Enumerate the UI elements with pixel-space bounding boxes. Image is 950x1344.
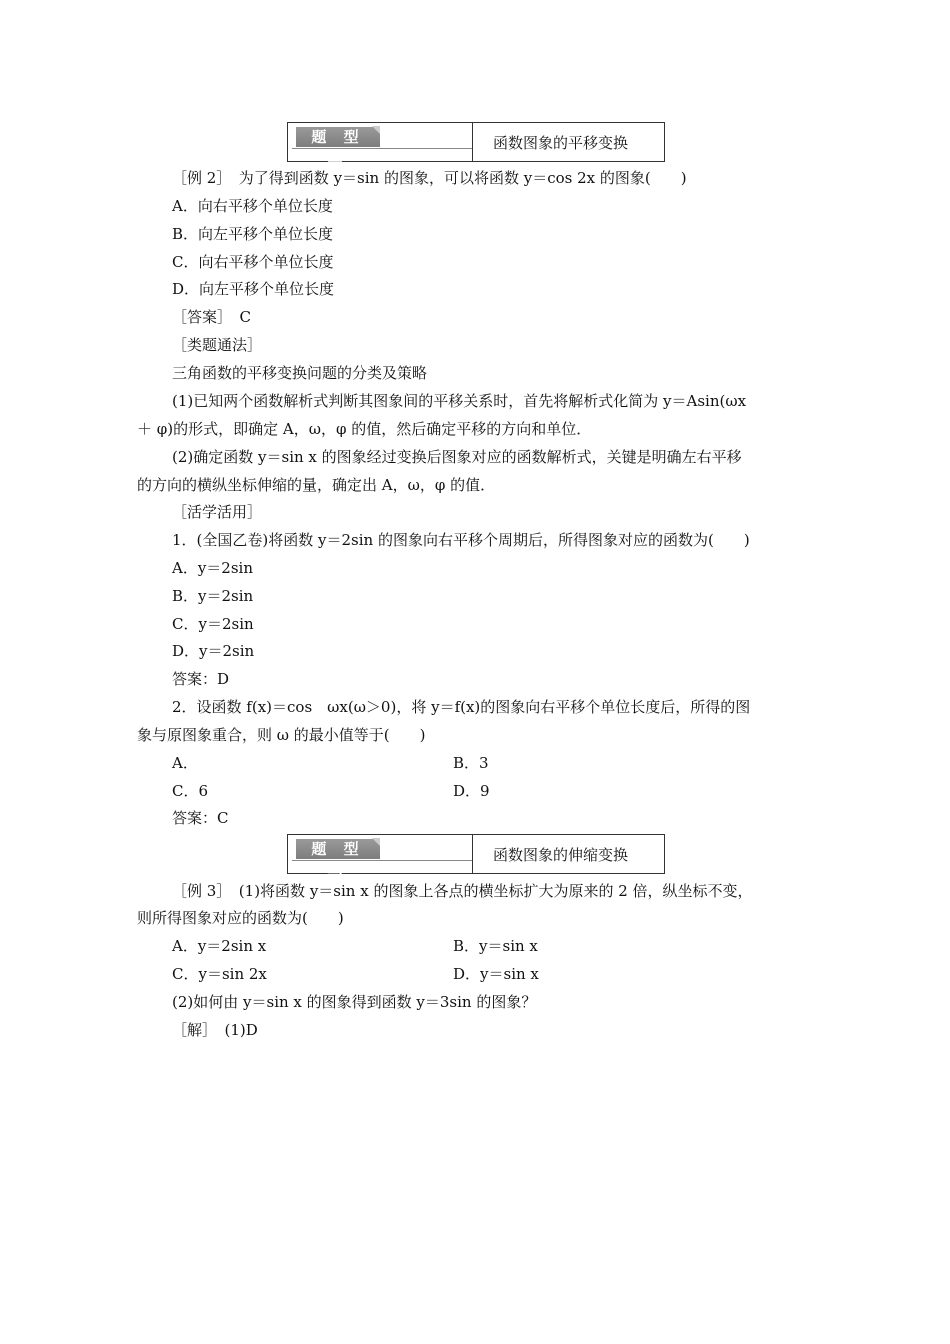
practice-question-2-line-1: 2．设函数 f(x)＝cos ωx(ω＞0)，将 y＝f(x)的图象向右平移个单位长度后，所得的图 bbox=[172, 698, 751, 716]
practice-q1-option-c: C．y＝2sin bbox=[172, 615, 254, 633]
practice-q2-option-d: D．9 bbox=[453, 782, 490, 800]
method-heading: ［类题通法］ bbox=[172, 336, 263, 354]
fold-corner-icon bbox=[372, 838, 380, 846]
practice-heading: ［活学活用］ bbox=[172, 503, 263, 521]
method-point-2-line-2: 的方向的横纵坐标伸缩的量，确定出 A，ω，φ 的值． bbox=[137, 476, 496, 494]
section-banner-type-3 bbox=[287, 834, 665, 878]
example-3-question-2: (2)如何由 y＝sin x 的图象得到函数 y＝3sin 的图象？ bbox=[172, 993, 537, 1011]
practice-question-2-line-2: 象与原图象重合，则 ω 的最小值等于( ) bbox=[137, 726, 426, 744]
example-3-option-a: A．y＝2sin x bbox=[172, 937, 267, 955]
practice-q1-option-d: D．y＝2sin bbox=[172, 642, 255, 660]
method-title: 三角函数的平移变换问题的分类及策略 bbox=[172, 364, 428, 382]
example-3-option-c: C．y＝sin 2x bbox=[172, 965, 267, 983]
practice-q1-option-b: B．y＝2sin bbox=[172, 587, 254, 605]
example-3-option-d: D．y＝sin x bbox=[453, 965, 539, 983]
practice-q2-option-c: C．6 bbox=[172, 782, 209, 800]
method-point-1-line-2: ＋ φ)的形式，即确定 A，ω，φ 的值，然后确定平移的方向和单位． bbox=[137, 420, 592, 438]
practice-q1-answer: 答案：D bbox=[172, 670, 230, 688]
practice-q2-answer: 答案：C bbox=[172, 809, 229, 827]
method-point-1-line-1: (1)已知两个函数解析式判断其图象间的平移关系时，首先将解析式化简为 y＝Asin(ωx bbox=[172, 392, 747, 410]
practice-q2-option-b: B．3 bbox=[453, 754, 489, 772]
example-3-option-b: B．y＝sin x bbox=[453, 937, 538, 955]
section-tag: 题 型 三 bbox=[296, 839, 380, 859]
section-banner-type-2 bbox=[287, 122, 665, 166]
section-title: 函数图象的平移变换 bbox=[493, 134, 629, 152]
fold-corner-icon bbox=[372, 126, 380, 134]
example-3-question-line-2: 则所得图象对应的函数为( ) bbox=[137, 909, 344, 927]
section-title: 函数图象的伸缩变换 bbox=[493, 846, 629, 864]
practice-q1-option-a: A．y＝2sin bbox=[172, 559, 254, 577]
practice-q2-option-a: A． bbox=[172, 754, 198, 772]
example-3-solution: ［解］ (1)D bbox=[172, 1021, 258, 1039]
example-3-question-line-1: ［例 3］ (1)将函数 y＝sin x 的图象上各点的横坐标扩大为原来的 2 倍，纵坐标不变， bbox=[172, 882, 753, 900]
example-2-question: ［例 2］ 为了得到函数 y＝sin 的图象，可以将函数 y＝cos 2x 的图象( ) bbox=[172, 169, 687, 187]
example-2-option-c: C．向右平移个单位长度 bbox=[172, 253, 334, 271]
banner-tag-wrap bbox=[292, 126, 472, 166]
banner-divider bbox=[472, 835, 473, 873]
example-2-option-d: D．向左平移个单位长度 bbox=[172, 280, 335, 298]
example-2-answer: ［答案］ C bbox=[172, 308, 251, 326]
example-2-option-a: A．向右平移个单位长度 bbox=[172, 197, 333, 215]
practice-question-1: 1．(全国乙卷)将函数 y＝2sin 的图象向右平移个周期后，所得图象对应的函数为( ) bbox=[172, 531, 750, 549]
method-point-2-line-1: (2)确定函数 y＝sin x 的图象经过变换后图象对应的函数解析式，关键是明确左右平移 bbox=[172, 448, 742, 466]
section-tag: 题 型 二 bbox=[296, 127, 380, 147]
banner-tag-wrap bbox=[292, 838, 472, 878]
example-2-option-b: B．向左平移个单位长度 bbox=[172, 225, 334, 243]
banner-divider bbox=[472, 123, 473, 161]
